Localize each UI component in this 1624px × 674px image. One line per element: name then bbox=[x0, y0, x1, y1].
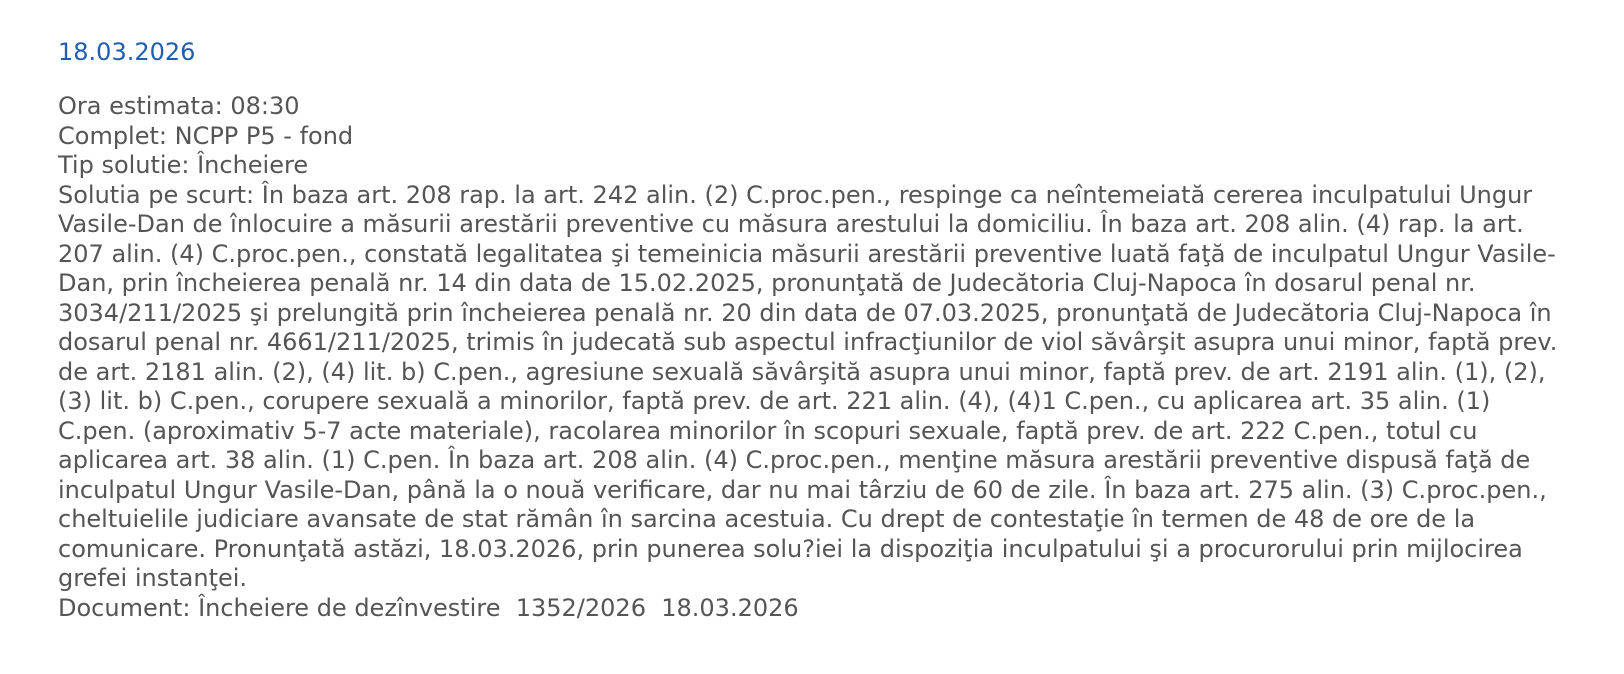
panel-label: Complet: bbox=[58, 121, 167, 150]
document-row bbox=[58, 594, 1558, 624]
solution-summary-label: Solutia pe scurt: bbox=[58, 180, 255, 209]
solution-type-value: Încheiere bbox=[197, 151, 309, 179]
estimated-time-value: 08:30 bbox=[230, 92, 300, 120]
document-date: 18.03.2026 bbox=[661, 593, 799, 622]
solution-type-label: Tip solutie: bbox=[58, 151, 190, 179]
panel-row bbox=[58, 122, 1558, 152]
solution-summary-text: În baza art. 208 rap. la art. 242 alin. (2) C.proc.pen., respinge ca neîntemeiată cererea inculpatului Ungur Vasile-Dan de înlocuire a măsurii arestării preventive cu măsura arestului la domiciliu. În baza art. 208 alin. (4) rap. la art. 207 alin. (4) C.proc.pen., constată legalitatea şi temeinicia măsurii arestării preventive luată faţă de inculpatul Ungur Vasile-Dan, prin încheierea penală nr. 14 din data de 15.02.2025, pronunţată de Judecătoria Cluj-Napoca în dosarul penal nr. 3034/211/2025 şi prelungită prin încheierea penală nr. 20 din data de 07.03.2025, pronunţată de Judecătoria Cluj-Napoca în dosarul penal nr. 4661/211/2025, trimis în judecată sub aspectul infracţiunilor de viol săvârşit asupra unui minor, faptă prev. de art. 2181 alin. (2), (4) lit. b) C.pen., agresiune sexuală săvârşită asupra unui minor, faptă prev. de art. 2191 alin. (1), (2), (3) lit. b) C.pen., corupere sexuală a minorilor, faptă prev. de art. 221 alin. (4), (4)1 C.pen., cu aplicarea art. 35 alin. (1) C.pen. (aproximativ 5-7 acte materiale), racolarea minorilor în scopuri sexuale, faptă prev. de art. 222 C.pen., totul cu aplicarea art. 38 alin. (1) C.pen. În baza art. 208 alin. (4) C.proc.pen., menţine măsura arestării preventive dispusă faţă de inculpatul Ungur Vasile-Dan, până la o nouă verificare, dar nu mai târziu de 60 de zile. În baza art. 275 alin. (3) C.proc.pen., cheltuielile judiciare avansate de stat rămân în sarcina acestuia. Cu drept de contestaţie în termen de 48 de ore de la comunicare. Pronunţată astăzi, 18.03.2026, prin punerea solu?iei la dispoziţia inculpatului şi a procurorului prin mijlocirea grefei instanţei. bbox=[58, 180, 1558, 592]
document-type: Încheiere de dezînvestire bbox=[198, 593, 501, 622]
estimated-time-label: Ora estimata: bbox=[58, 92, 223, 120]
solution-type-row bbox=[58, 151, 1558, 181]
document-label: Document: bbox=[58, 593, 191, 622]
estimated-time-row bbox=[58, 92, 1558, 122]
session-date: 18.03.2026 bbox=[58, 38, 196, 66]
solution-summary-row bbox=[58, 181, 1558, 594]
session-entry bbox=[58, 36, 1558, 623]
panel-value: NCPP P5 - fond bbox=[174, 121, 354, 150]
document-number: 1352/2026 bbox=[515, 593, 646, 622]
